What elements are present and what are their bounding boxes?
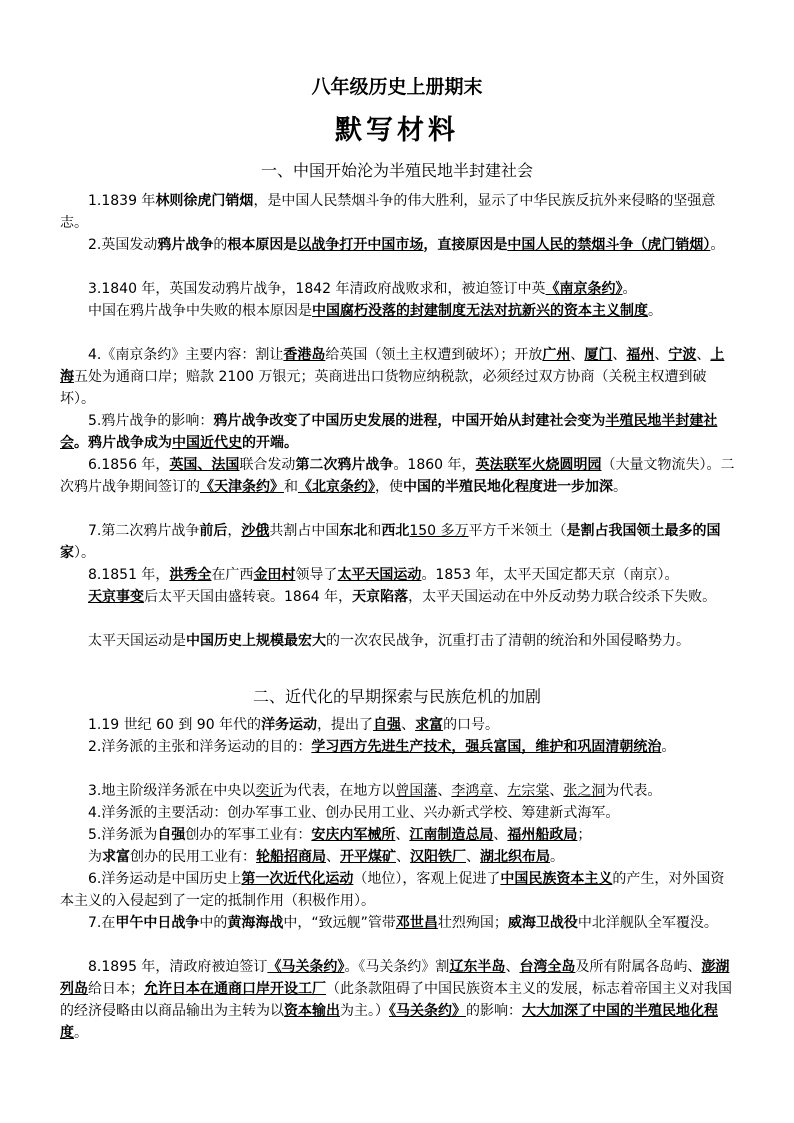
key-answer: 《马关条约》 — [389, 1003, 466, 1019]
text-run: ，太平天国运动在中外反动势力联合绞杀下失败。 — [408, 589, 717, 605]
text-run: 和 — [284, 479, 298, 495]
key-answer: 中国民族资本主义 — [500, 871, 613, 887]
key-answer: 香港岛 — [283, 347, 326, 363]
key-answer: 金田村 — [253, 567, 296, 583]
key-answer: 广州 — [542, 347, 571, 363]
text-run: 5.鸦片战争的影响： — [88, 413, 214, 429]
paragraph — [60, 190, 738, 234]
text-run: 。 — [661, 739, 676, 755]
text-run: 7.在 — [88, 915, 116, 931]
key-answer: 中国人民的禁烟斗争（虎门销烟） — [507, 237, 711, 253]
text-run: 6.洋务运动是中国历史上 — [88, 871, 242, 887]
text-run: 7.第二次鸦片战争 — [88, 523, 200, 539]
key-answer: 中国近代史 — [172, 435, 242, 451]
key-answer: 汉阳铁厂 — [410, 849, 466, 865]
key-answer: 自强 — [373, 717, 402, 733]
text-run: 的影响： — [466, 1003, 522, 1019]
key-answer: 开平煤矿 — [340, 849, 396, 865]
text-run: 、 — [570, 347, 585, 363]
key-answer: 资本输出 — [284, 1003, 340, 1019]
paragraph — [60, 714, 738, 736]
text-run: 中北洋舰队全军覆没。 — [577, 915, 718, 931]
text-run: 、 — [437, 783, 452, 799]
text-run: 、 — [396, 849, 410, 865]
paragraph — [60, 780, 738, 802]
text-run: 6.1856 年， — [88, 457, 170, 473]
text-run: 在广西 — [211, 567, 254, 583]
bold-term: 求富 — [102, 849, 130, 865]
paragraph — [60, 300, 738, 322]
key-answer: 厦门 — [584, 347, 613, 363]
key-answer: 洪秀全 — [169, 567, 212, 583]
text-run: 。《马关条约》割 — [344, 959, 450, 975]
text-run: 的口号。 — [443, 717, 500, 733]
text-run: 的一次农民战争，沉重打击了清朝的统治和外国侵略势力。 — [326, 633, 690, 649]
text-run: 和 — [367, 523, 382, 539]
text-run: 、 — [612, 347, 627, 363]
underlined-term: 曾国藩 — [395, 783, 438, 799]
paragraph — [60, 278, 738, 300]
text-run: 创办的军事工业有： — [185, 827, 312, 843]
text-run: 、 — [401, 717, 416, 733]
text-run: ； — [577, 827, 592, 843]
text-run: 5.洋务派为 — [88, 827, 158, 843]
text-run: 。1860 年， — [393, 457, 476, 473]
text-run: 壮烈殉国； — [437, 915, 508, 931]
text-run: （大量文物流失）。二次鸦片战争期间签订的 — [60, 457, 735, 495]
paragraph — [60, 630, 738, 652]
bold-term: 甲午中日战争 — [115, 915, 200, 931]
text-run: 中的 — [199, 915, 228, 931]
bold-term: ，直接原因是 — [423, 237, 508, 253]
bold-term: 中国的半殖民地化程度进一步加深 — [403, 479, 613, 495]
bold-term: 东北 — [339, 523, 368, 539]
key-answer: 中国腐朽没落的封建制度无法对抗新兴的资本主义制度 — [312, 303, 648, 319]
key-answer: 半殖民地半封建社会 — [60, 413, 718, 451]
underlined-term: 左宗棠 — [507, 783, 550, 799]
text-run: 。 — [622, 281, 637, 297]
key-answer: 学习西方先进生产技术，强兵富国，维护和巩固清朝统治 — [311, 739, 662, 755]
text-run: 、 — [493, 827, 508, 843]
bold-term: 是割占我国领土最多的国家 — [60, 523, 721, 561]
text-run: ，使 — [375, 479, 403, 495]
text-run: 3.1840 年，英国发动鸦片战争，1842 年清政府战败求和，被迫签订中英 — [88, 281, 546, 297]
text-run: 。 — [550, 849, 564, 865]
key-answer: 福州 — [626, 347, 655, 363]
text-run: ，是中国人民禁烟斗争的伟大胜利，显示了中华民族反抗外来侵略的坚强意志。 — [60, 193, 716, 231]
bold-term: 根本原因是 — [227, 237, 298, 253]
bold-term: 黄海海战 — [227, 915, 284, 931]
underlined-term: 李鸿章 — [451, 783, 494, 799]
text-run: 、 — [466, 849, 480, 865]
key-answer: 宁波 — [668, 347, 697, 363]
text-run: 中国在鸦片战争中失败的根本原因是 — [88, 303, 312, 319]
bold-term: 西北 — [381, 523, 410, 539]
text-run: 联合发动 — [239, 457, 296, 473]
text-run: 平方千米领土（ — [468, 523, 567, 539]
text-run: 、 — [395, 827, 410, 843]
text-run: 。 — [648, 303, 662, 319]
text-run: ， — [227, 523, 242, 539]
paragraph — [60, 564, 738, 586]
text-run: 给英国（领土主权遭到破坏）；开放 — [325, 347, 543, 363]
bold-term: 鸦片战争改变了中国历史发展的进程，中国开始从封建社会变为 — [213, 413, 606, 429]
text-run: 。 — [710, 237, 725, 253]
bold-term: 林则徐虎门销烟 — [155, 193, 254, 209]
text-run: 五处为通商口岸；赔款 2100 万银元；英商进出口货物应纳税款，必须经过双方协商（关税主权遭到破坏）。 — [60, 369, 707, 407]
bold-term: 鸦片战争 — [157, 237, 214, 253]
text-run: 、 — [696, 347, 711, 363]
key-answer: 英法联军火烧圆明园 — [475, 457, 602, 473]
key-answer: 沙俄 — [241, 523, 270, 539]
text-run: 共割占中国 — [269, 523, 340, 539]
key-answer: 英国、法国 — [169, 457, 240, 473]
paragraph — [60, 344, 738, 410]
text-run: 4.《南京条约》主要内容：割让 — [88, 347, 284, 363]
bold-term: 的开端。 — [242, 435, 298, 451]
text-run: 2.英国发动 — [88, 237, 158, 253]
bold-term: 自强 — [157, 827, 186, 843]
text-run: 为代表。 — [605, 783, 662, 799]
key-answer: 江南制造总局 — [409, 827, 494, 843]
paragraph — [60, 912, 738, 934]
key-answer: 《天津条约》 — [200, 479, 284, 495]
paragraph — [60, 802, 738, 824]
text-run: （地位），客观上促进了 — [353, 871, 501, 887]
key-answer: 以战争打开中国市场 — [297, 237, 424, 253]
text-run: 及所有附属各岛屿、 — [575, 959, 702, 975]
text-run: ，提出了 — [317, 717, 374, 733]
bold-term: 中国历史上规模最宏大 — [186, 633, 326, 649]
text-run: 、 — [505, 959, 520, 975]
underlined-term: 150 多万 — [409, 523, 469, 539]
paragraph — [60, 736, 738, 758]
text-run: 8.1851 年， — [88, 567, 170, 583]
paragraph — [60, 586, 738, 608]
key-answer: 邓世昌 — [395, 915, 438, 931]
paragraph — [60, 454, 738, 498]
text-run: （此条款阻碍了中国民族资本主义的发展，标志着帝国主义对我国的经济侵略由以商品输出为主转为以 — [60, 981, 732, 1019]
text-run: 中，“致远舰”管带 — [283, 915, 396, 931]
text-run: 3.地主阶级洋务派在中央以 — [88, 783, 256, 799]
key-answer: 安庆内军械所 — [311, 827, 396, 843]
text-run: 创办的民用工业有： — [130, 849, 256, 865]
key-answer: 第一次近代化运动 — [241, 871, 354, 887]
key-answer: 太平天国运动 — [337, 567, 422, 583]
key-answer: 允许日本在通商口岸开设工厂 — [144, 981, 326, 997]
text-run: ）。 — [74, 545, 95, 561]
text-run: 给日本； — [88, 981, 144, 997]
key-answer: 福州船政局 — [507, 827, 578, 843]
text-run: 为代表，在地方以 — [283, 783, 396, 799]
paragraph — [60, 410, 738, 454]
key-answer: 《北京条约》 — [298, 479, 375, 495]
text-run: 的 — [213, 237, 228, 253]
key-answer: 湖北织布局 — [480, 849, 550, 865]
bold-term: 威海卫战役 — [507, 915, 578, 931]
text-run: 。 — [613, 479, 627, 495]
paragraph — [60, 234, 738, 256]
text-run: 为主。） — [340, 1003, 389, 1019]
bold-term: 洋务运动 — [261, 717, 318, 733]
bold-term: 天京陷落 — [352, 589, 409, 605]
bold-term: 前后 — [199, 523, 228, 539]
key-answer: 澎湖列岛 — [60, 959, 730, 997]
text-run: 1.1839 年 — [88, 193, 156, 209]
text-run: 。 — [74, 1025, 88, 1041]
text-run: 1.19 世纪 60 到 90 年代的 — [88, 717, 262, 733]
key-answer: 《南京条约》 — [545, 281, 623, 297]
section-1-heading: 一、中国开始沦为半殖民地半封建社会 — [260, 161, 533, 180]
paragraph — [60, 520, 738, 564]
key-answer: 台湾全岛 — [519, 959, 576, 975]
text-run: 、 — [654, 347, 669, 363]
text-run: 为 — [88, 849, 102, 865]
underlined-term: 奕䜣 — [255, 783, 284, 799]
text-run: 4.洋务派的主要活动：创办军事工业、创办民用工业、兴办新式学校、筹建新式海军。 — [88, 805, 620, 821]
document-title: 八年级历史上册期末 — [311, 76, 483, 98]
text-run: 后太平天国由盛转衰。1864 年， — [144, 589, 353, 605]
paragraph — [60, 846, 738, 868]
key-answer: 辽东半岛 — [449, 959, 506, 975]
text-run: 的产生，对外国资本主义的入侵起到了一定的抵制作用（积极作用）。 — [60, 871, 725, 909]
underlined-term: 张之洞 — [563, 783, 606, 799]
document-subtitle: 默写材料 — [335, 115, 459, 146]
key-answer: 求富 — [415, 717, 444, 733]
text-run: 、 — [493, 783, 508, 799]
paragraph — [60, 956, 738, 1044]
key-answer: 大大加深了中国的半殖民地化程度 — [60, 1003, 718, 1041]
bold-term: 。鸦片战争成为 — [74, 435, 172, 451]
text-run: 领导了 — [295, 567, 338, 583]
key-answer: 轮船招商局 — [256, 849, 326, 865]
text-run: 2.洋务派的主张和洋务运动的目的： — [88, 739, 312, 755]
bold-term: 第二次鸦片战争 — [295, 457, 394, 473]
text-run: 。1853 年，太平天国定都天京（南京）。 — [421, 567, 679, 583]
text-run: 、 — [326, 849, 340, 865]
key-answer: 上海 — [60, 347, 725, 385]
section-2-heading: 二、近代化的早期探索与民族危机的加剧 — [252, 687, 541, 706]
key-answer: 《马关条约》 — [267, 959, 345, 975]
key-answer: 天京事变 — [88, 589, 144, 605]
text-run: 太平天国运动是 — [88, 633, 186, 649]
text-run: 、 — [549, 783, 564, 799]
text-run: 8.1895 年，清政府被迫签订 — [88, 959, 268, 975]
paragraph — [60, 824, 738, 846]
paragraph — [60, 868, 738, 912]
